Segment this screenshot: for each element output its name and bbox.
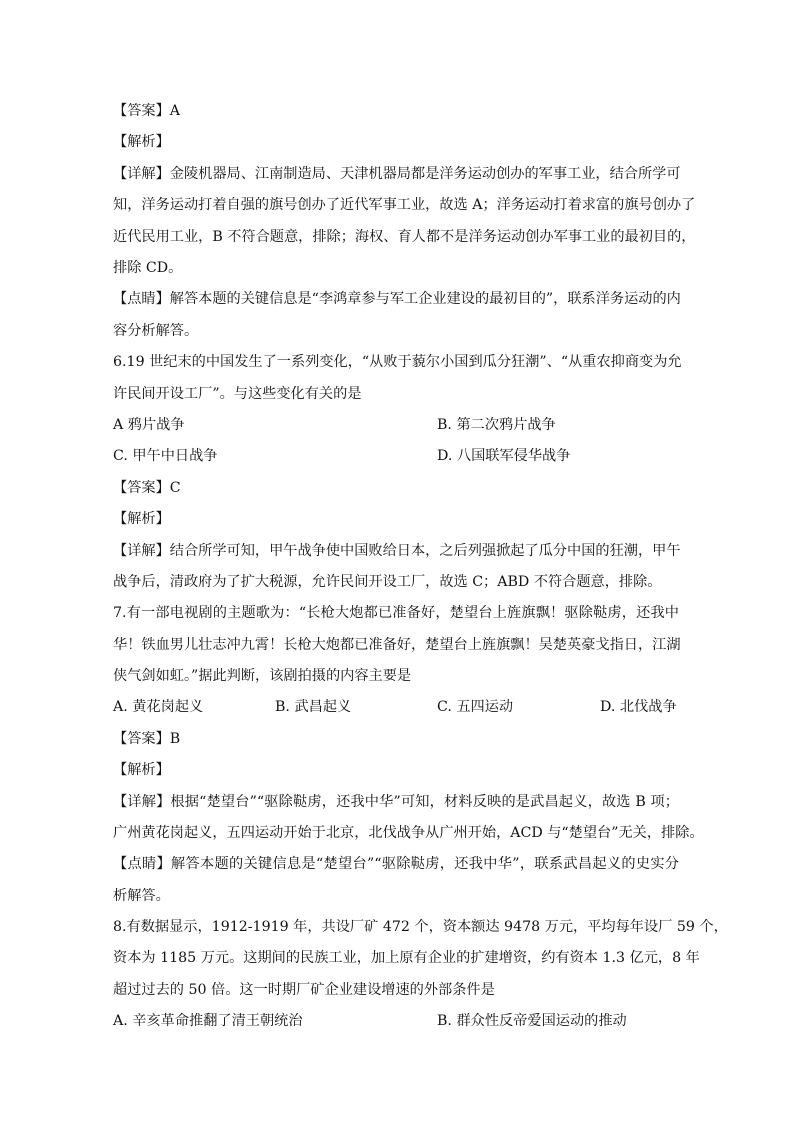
q6-option-d: D. 八国联军侵华战争 <box>437 448 571 464</box>
q7-question-line-3: 侠气剑如虹。”据此判断，该剧拍摄的内容主要是 <box>113 668 412 684</box>
q7-option-c: C. 五四运动 <box>437 699 514 715</box>
q8-option-b: B. 群众性反帝爱国运动的推动 <box>437 1013 627 1029</box>
q5-tip-line-2: 容分析解答。 <box>113 323 199 339</box>
q8-option-a: A. 辛亥革命推翻了清王朝统治 <box>113 1013 303 1029</box>
q7-tip-line-2: 析解答。 <box>113 888 170 904</box>
q7-option-b: B. 武昌起义 <box>275 699 352 715</box>
q7-analysis-heading: 【解析】 <box>113 762 170 778</box>
q8-question-line-1: 8.有数据显示，1912-1919 年，共设厂矿 472 个，资本额达 9478 万元，平均每年设厂 59 个， <box>113 919 728 935</box>
q5-detail-line-1: 【详解】金陵机器局、江南制造局、天津机器局都是洋务运动创办的军事工业，结合所学可 <box>113 166 681 182</box>
q8-question-line-3: 超过过去的 50 倍。这一时期厂矿企业建设增速的外部条件是 <box>113 982 495 998</box>
q7-option-a: A. 黄花岗起义 <box>113 699 204 715</box>
q7-answer: 【答案】B <box>113 731 181 747</box>
q5-answer: 【答案】A <box>113 103 180 119</box>
q6-question-line-1: 6.19 世纪末的中国发生了一系列变化，“从败于藐尔小国到瓜分狂潮”、“从重农抑商变为允 <box>113 354 682 370</box>
q5-detail-line-4: 排除 CD。 <box>113 260 183 276</box>
q6-detail-line-1: 【详解】结合所学可知，甲午战争使中国败给日本，之后列强掀起了瓜分中国的狂潮，甲午 <box>113 543 681 559</box>
q8-question-line-2: 资本为 1185 万元。这期间的民族工业，加上原有企业的扩建增资，约有资本 1.3 亿元，8 年 <box>113 950 700 966</box>
q6-question-line-2: 许民间开设工厂”。与这些变化有关的是 <box>113 386 362 402</box>
q5-detail-line-2: 知，洋务运动打着自强的旗号创办了近代军事工业，故选 A；洋务运动打着求富的旗号创办了 <box>113 197 696 213</box>
q6-option-a: A 鸦片战争 <box>113 417 185 433</box>
q6-analysis-heading: 【解析】 <box>113 511 170 527</box>
q5-analysis-heading: 【解析】 <box>113 134 170 150</box>
q7-detail-line-1: 【详解】根据“楚望台”“驱除鞑虏，还我中华”可知，材料反映的是武昌起义，故选 B 项； <box>113 794 679 810</box>
q5-detail-line-3: 近代民用工业，B 不符合题意，排除；海权、育人都不是洋务运动创办军事工业的最初目的， <box>113 229 696 245</box>
q7-question-line-2: 华！铁血男儿壮志冲九霄！长枪大炮都已准备好，楚望台上旌旗飘！吴楚英豪戈指日，江湖 <box>113 637 681 653</box>
q6-detail-line-2: 战争后，清政府为了扩大税源，允许民间开设工厂，故选 C；ABD 不符合题意，排除。 <box>113 574 662 590</box>
q7-option-d: D. 北伐战争 <box>600 699 677 715</box>
q7-question-line-1: 7.有一部电视剧的主题歌为：“长枪大炮都已准备好，楚望台上旌旗飘！驱除鞑虏，还我中 <box>113 605 679 621</box>
q5-tip-line-1: 【点睛】解答本题的关键信息是“李鸿章参与军工企业建设的最初目的”，联系洋务运动的内 <box>113 291 681 307</box>
q6-option-c: C. 甲午中日战争 <box>113 448 218 464</box>
q7-tip-line-1: 【点睛】解答本题的关键信息是“楚望台”“驱除鞑虏，还我中华”，联系武昌起义的史实分 <box>113 856 679 872</box>
q7-detail-line-2: 广州黄花岗起义，五四运动开始于北京，北伐战争从广州开始，ACD 与“楚望台”无关，排除。 <box>113 825 704 841</box>
q6-option-b: B. 第二次鸦片战争 <box>437 417 556 433</box>
q6-answer: 【答案】C <box>113 480 181 496</box>
